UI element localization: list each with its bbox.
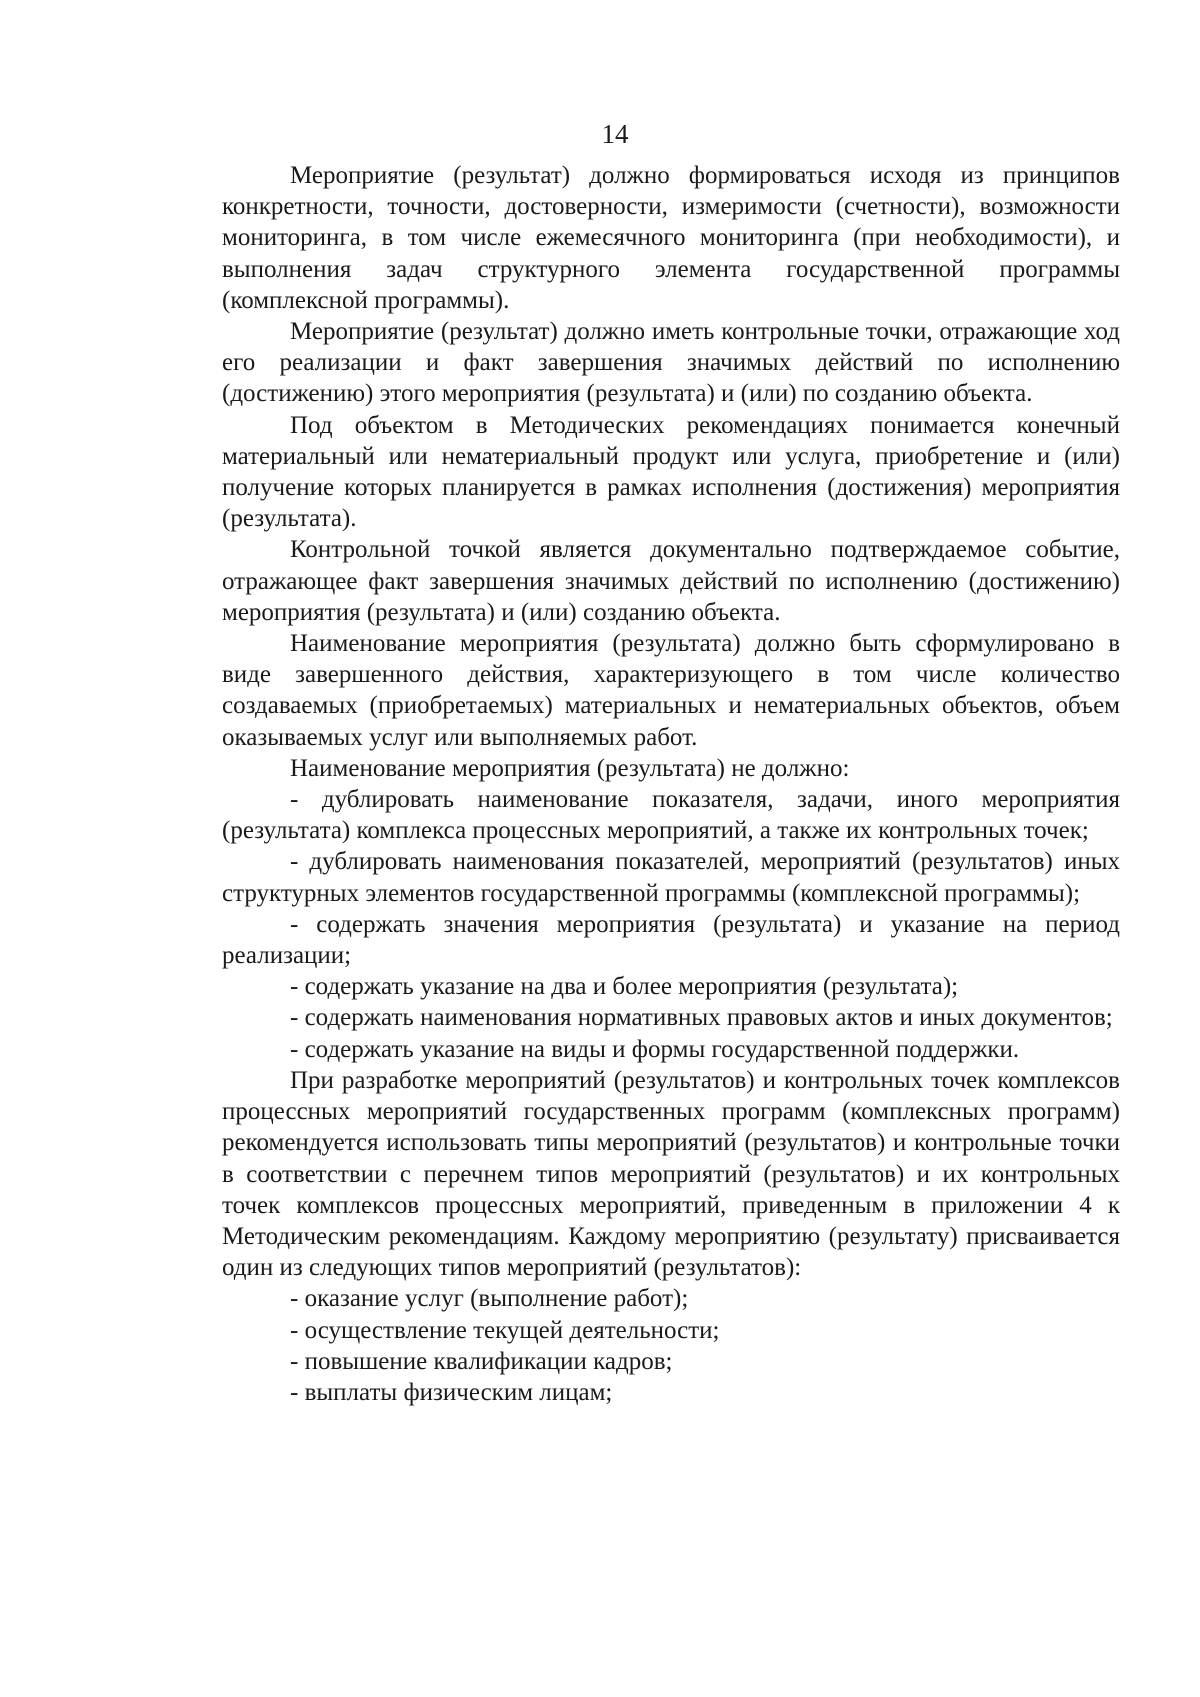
list-item: - содержать указание на виды и формы государственной поддержки.	[290, 1035, 1020, 1063]
paragraph-principles: Мероприятие (результат) должно формироваться исходя из принципов конкретности, точности, достоверности, измеримости (счетности), возможности мониторинга, в том числе ежемесячного мониторинга (при необходимости), и выполнения задач структурного элемента государственной программы (комплексной программы).	[222, 162, 1120, 314]
list-item: - повышение квалификации кадров;	[290, 1347, 673, 1375]
list-item: - дублировать наименования показателей, мероприятий (результатов) иных структурных элементов государственной программы (комплексной программы);	[222, 848, 1120, 907]
list-item: - выплаты физическим лицам;	[290, 1378, 613, 1406]
paragraph-naming-rule: Наименование мероприятия (результата) должно быть сформулировано в виде завершенного действия, характеризующего в том числе количество создаваемых (приобретаемых) материальных и нематериальных объектов, объем оказываемых услуг или выполняемых работ.	[222, 630, 1120, 751]
list-item: - осуществление текущей деятельности;	[290, 1316, 720, 1344]
paragraph-types-intro: При разработке мероприятий (результатов) и контрольных точек комплексов процессных мероприятий государственных программ (комплексных программ) рекомендуется использовать типы мероприятий (результатов) и контрольные точки в соответствии с перечнем типов мероприятий (результатов) и их контрольных точек комплексов процессных мероприятий, приведенным в приложении 4 к Методическим рекомендациям. Каждому мероприятию (результату) присваивается один из следующих типов мероприятий (результатов):	[222, 1066, 1120, 1282]
paragraph-naming-restrictions: Наименование мероприятия (результата) не должно:	[290, 754, 850, 782]
body-text	[222, 160, 1120, 1408]
list-item: - дублировать наименование показателя, задачи, иного мероприятия (результата) комплекса процессных мероприятий, а также их контрольных точек;	[222, 786, 1120, 845]
paragraph-object-definition: Под объектом в Методических рекомендациях понимается конечный материальный или нематериальный продукт или услуга, приобретение и (или) получение которых планируется в рамках исполнения (достижения) мероприятия (результата).	[222, 411, 1120, 533]
page-number: 14	[601, 119, 629, 149]
list-item: - содержать значения мероприятия (результата) и указание на период реализации;	[222, 910, 1120, 970]
paragraph-control-points: Мероприятие (результат) должно иметь контрольные точки, отражающие ход его реализации и факт завершения значимых действий по исполнению (достижению) этого мероприятия (результата) и (или) по созданию объекта.	[222, 318, 1120, 408]
list-item: - содержать наименования нормативных правовых актов и иных документов;	[290, 1004, 1113, 1032]
list-item: - оказание услуг (выполнение работ);	[290, 1285, 689, 1313]
list-item: - содержать указание на два и более мероприятия (результата);	[290, 973, 959, 1001]
paragraph-control-point-definition: Контрольной точкой является документально подтверждаемое событие, отражающее факт завершения значимых действий по исполнению (достижению) мероприятия (результата) и (или) созданию объекта.	[222, 536, 1120, 626]
